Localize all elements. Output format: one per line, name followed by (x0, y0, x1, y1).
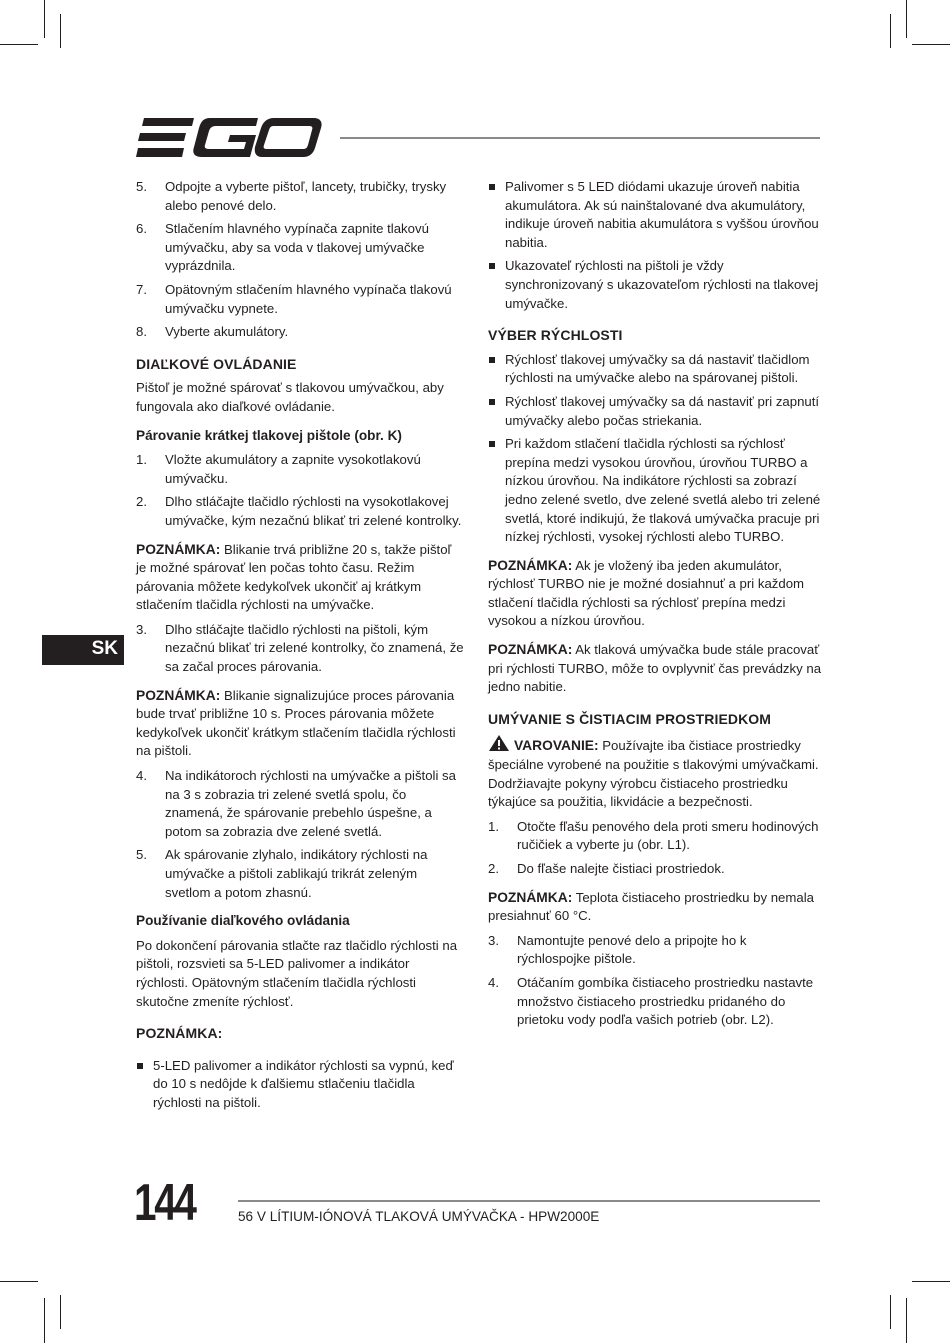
bullet-square-icon (488, 393, 505, 430)
crop-mark (60, 14, 61, 48)
list-item: 2. Do fľaše nalejte čistiaci prostriedok. (488, 861, 725, 876)
warning-text: Používajte iba čistiace prostriedky špeciálne vyrobené na použitie s tlakovými umývačkami. Dodržiavajte pokyny výrobcu čistiaceho prostriedku týkajúce sa použitia, likvidácie a bezpečnosti. (488, 738, 819, 810)
crop-mark (890, 1295, 891, 1329)
steps-list (136, 178, 464, 342)
bullet-square-icon (488, 257, 505, 313)
remote-intro: Pištoľ je možné spárovať s tlakovou umývačkou, aby fungovala ako diaľkové ovládanie. (136, 380, 444, 414)
crop-mark (0, 1281, 38, 1282)
note-text: Ak je vložený iba jeden akumulátor, rýchlosť TURBO nie je možné dosiahnuť a pri každom stlačení tlačidla rýchlosti sa rýchlosť prepína medzi vysokou a nízkou úrovňou. (488, 557, 805, 629)
warning-triangle-icon (488, 734, 510, 752)
ego-logo (136, 116, 322, 160)
left-column (136, 178, 464, 1118)
list-item: 4. Na indikátoroch rýchlosti na umývačke a pištoli sa na 3 s zobrazia tri zelené svetlá spolu, čo znamená, že spárovanie prebehlo úspešne, a potom sa zobrazia dve zelené svetlá. (136, 768, 456, 839)
subheading-using-remote: Používanie diaľkového ovládania (136, 913, 350, 929)
note (488, 641, 822, 697)
header-rule (340, 137, 820, 139)
bullet-square-icon (488, 435, 505, 547)
note-text: Blikanie trvá približne 20 s, takže pištoľ je možné spárovať len počas tohto času. Režim párovania môžete kedykoľvek ukončiť aj krátkym stlačením tlačidla rýchlosti na umývačke. (136, 541, 452, 613)
subheading-pairing: Párovanie krátkej tlakovej pištole (obr. K) (136, 427, 402, 443)
right-column (488, 178, 822, 1035)
list-item: 1. Otočte fľašu penového dela proti smeru hodinových ručičiek a vyberte ju (obr. L1). (488, 818, 819, 853)
list-item: 6. Stlačením hlavného vypínača zapnite tlakovú umývačku, aby sa voda v tlakovej umývačke vyprázdnila. (136, 221, 429, 274)
crop-mark (0, 44, 38, 45)
section-heading-speed: VÝBER RÝCHLOSTI (488, 327, 623, 344)
footer-rule (238, 1200, 820, 1202)
bullet-square-icon (488, 178, 505, 252)
warning (488, 734, 822, 811)
list-item: 1. Vložte akumulátory a zapnite vysokotlakovú umývačku. (136, 452, 421, 486)
list-item: 5. Ak spárovanie zlyhalo, indikátory rýchlosti na umývačke a pištoli zablikajú trikrát zeleným svetlom a potom zhasnú. (136, 847, 428, 900)
page-number: 144 (134, 1174, 195, 1232)
crop-mark (890, 14, 891, 48)
note-heading: POZNÁMKA: (136, 1025, 223, 1042)
section-heading-remote: DIAĽKOVÉ OVLÁDANIE (136, 355, 297, 372)
crop-mark (44, 1298, 45, 1343)
language-tab (42, 635, 124, 665)
bullet-item: Palivomer s 5 LED diódami ukazuje úroveň nabitia akumulátora. Ak sú nainštalované dva akumulátory, indikuje úroveň nabitia akumulátora s vyššou úrovňou nabitia. (488, 178, 822, 252)
language-tab-label: SK (91, 638, 118, 659)
bullet-item: Rýchlosť tlakovej umývačky sa dá nastaviť pri zapnutí umývačky alebo počas striekania. (488, 393, 822, 430)
bullet-item: 5-LED palivomer a indikátor rýchlosti sa vypnú, keď do 10 s nedôjde k ďalšiemu stlačeniu tlačidla rýchlosti na pištoli. (136, 1057, 464, 1113)
crop-mark (60, 1295, 61, 1329)
note (488, 889, 822, 926)
list-item: 8. Vyberte akumulátory. (136, 324, 289, 340)
list-item: 4. Otáčaním gombíka čistiaceho prostriedku nastavte množstvo čistiaceho prostriedku pridaného do prietoku vody podľa vašich potrieb (obr. L2). (488, 974, 814, 1028)
list-item: 7. Opätovným stlačením hlavného vypínača tlakovú umývačku vypnete. (136, 281, 452, 316)
note-label: POZNÁMKA: (136, 541, 221, 557)
crop-mark (912, 44, 950, 45)
note-label: POZNÁMKA: (136, 687, 221, 703)
bullet-item: Pri každom stlačení tlačidla rýchlosti sa rýchlosť prepína medzi vysokou úrovňou, úrovňou TURBO a nízkou úrovňou. Na indikátore rýchlosti sa zobrazí jedno zelené svetlo, dve zelené svetlá alebo tri zelené svetlá, ktoré indikujú, že tlaková umývačka pracuje pri nízkej rýchlosti, vysokej rýchlosti alebo TURBO. (488, 435, 822, 547)
note-text: Ak tlaková umývačka bude stále pracovať pri rýchlosti TURBO, môže to ovplyvniť čas prevádzky na jedno nabitie. (488, 642, 822, 695)
crop-mark (906, 0, 907, 38)
warning-label: VAROVANIE: (514, 738, 599, 754)
bullet-item: Rýchlosť tlakovej umývačky sa dá nastaviť tlačidlom rýchlosti na umývačke alebo na spárovanej pištoli. (488, 351, 822, 388)
note (488, 557, 822, 631)
crop-mark (912, 1281, 950, 1282)
crop-mark (906, 1298, 907, 1343)
section-heading-detergent: UMÝVANIE S ČISTIACIM PROSTRIEDKOM (488, 710, 772, 727)
note-text: Blikanie signalizujúce proces párovania bude trvať približne 10 s. Proces párovania môžete kedykoľvek ukončiť krátkym stlačením tlačidla rýchlosti na pištoli. (136, 687, 456, 759)
footer-title: 56 V LÍTIUM-IÓNOVÁ TLAKOVÁ UMÝVAČKA - HPW2000E (238, 1209, 600, 1224)
list-item: 3. Dlho stláčajte tlačidlo rýchlosti na pištoli, kým nezačnú blikať tri zelené kontrolky, čo znamená, že sa začal proces párovania. (136, 621, 464, 675)
bullet-square-icon (488, 351, 505, 388)
crop-mark (44, 0, 45, 38)
note (136, 687, 464, 761)
note-label: POZNÁMKA: (488, 557, 573, 573)
note-text: Teplota čistiaceho prostriedku by nemala presiahnuť 60 °C. (488, 889, 814, 924)
note-label: POZNÁMKA: (488, 889, 573, 905)
list-item: 2. Dlho stláčajte tlačidlo rýchlosti na vysokotlakovej umývačke, kým nezačnú blikať tri zelené kontrolky. (136, 494, 462, 528)
list-item: 5. Odpojte a vyberte pištoľ, lancety, trubičky, trysky alebo penové delo. (136, 179, 447, 213)
list-item: 3. Namontujte penové delo a pripojte ho k rýchlospojke pištole. (488, 932, 747, 967)
bullet-square-icon (136, 1057, 153, 1113)
note (136, 541, 464, 615)
bullet-item: Ukazovateľ rýchlosti na pištoli je vždy synchronizovaný s ukazovateľom rýchlosti na tlakovej umývačke. (488, 257, 822, 313)
using-remote-text: Po dokončení párovania stlačte raz tlačidlo rýchlosti na pištoli, rozsvieti sa 5-LED palivomer a indikátor rýchlosti. Opätovným stlačením tlačidla rýchlosti skutočne zmeníte rýchlosť. (136, 937, 458, 1009)
note-label: POZNÁMKA: (488, 642, 573, 658)
